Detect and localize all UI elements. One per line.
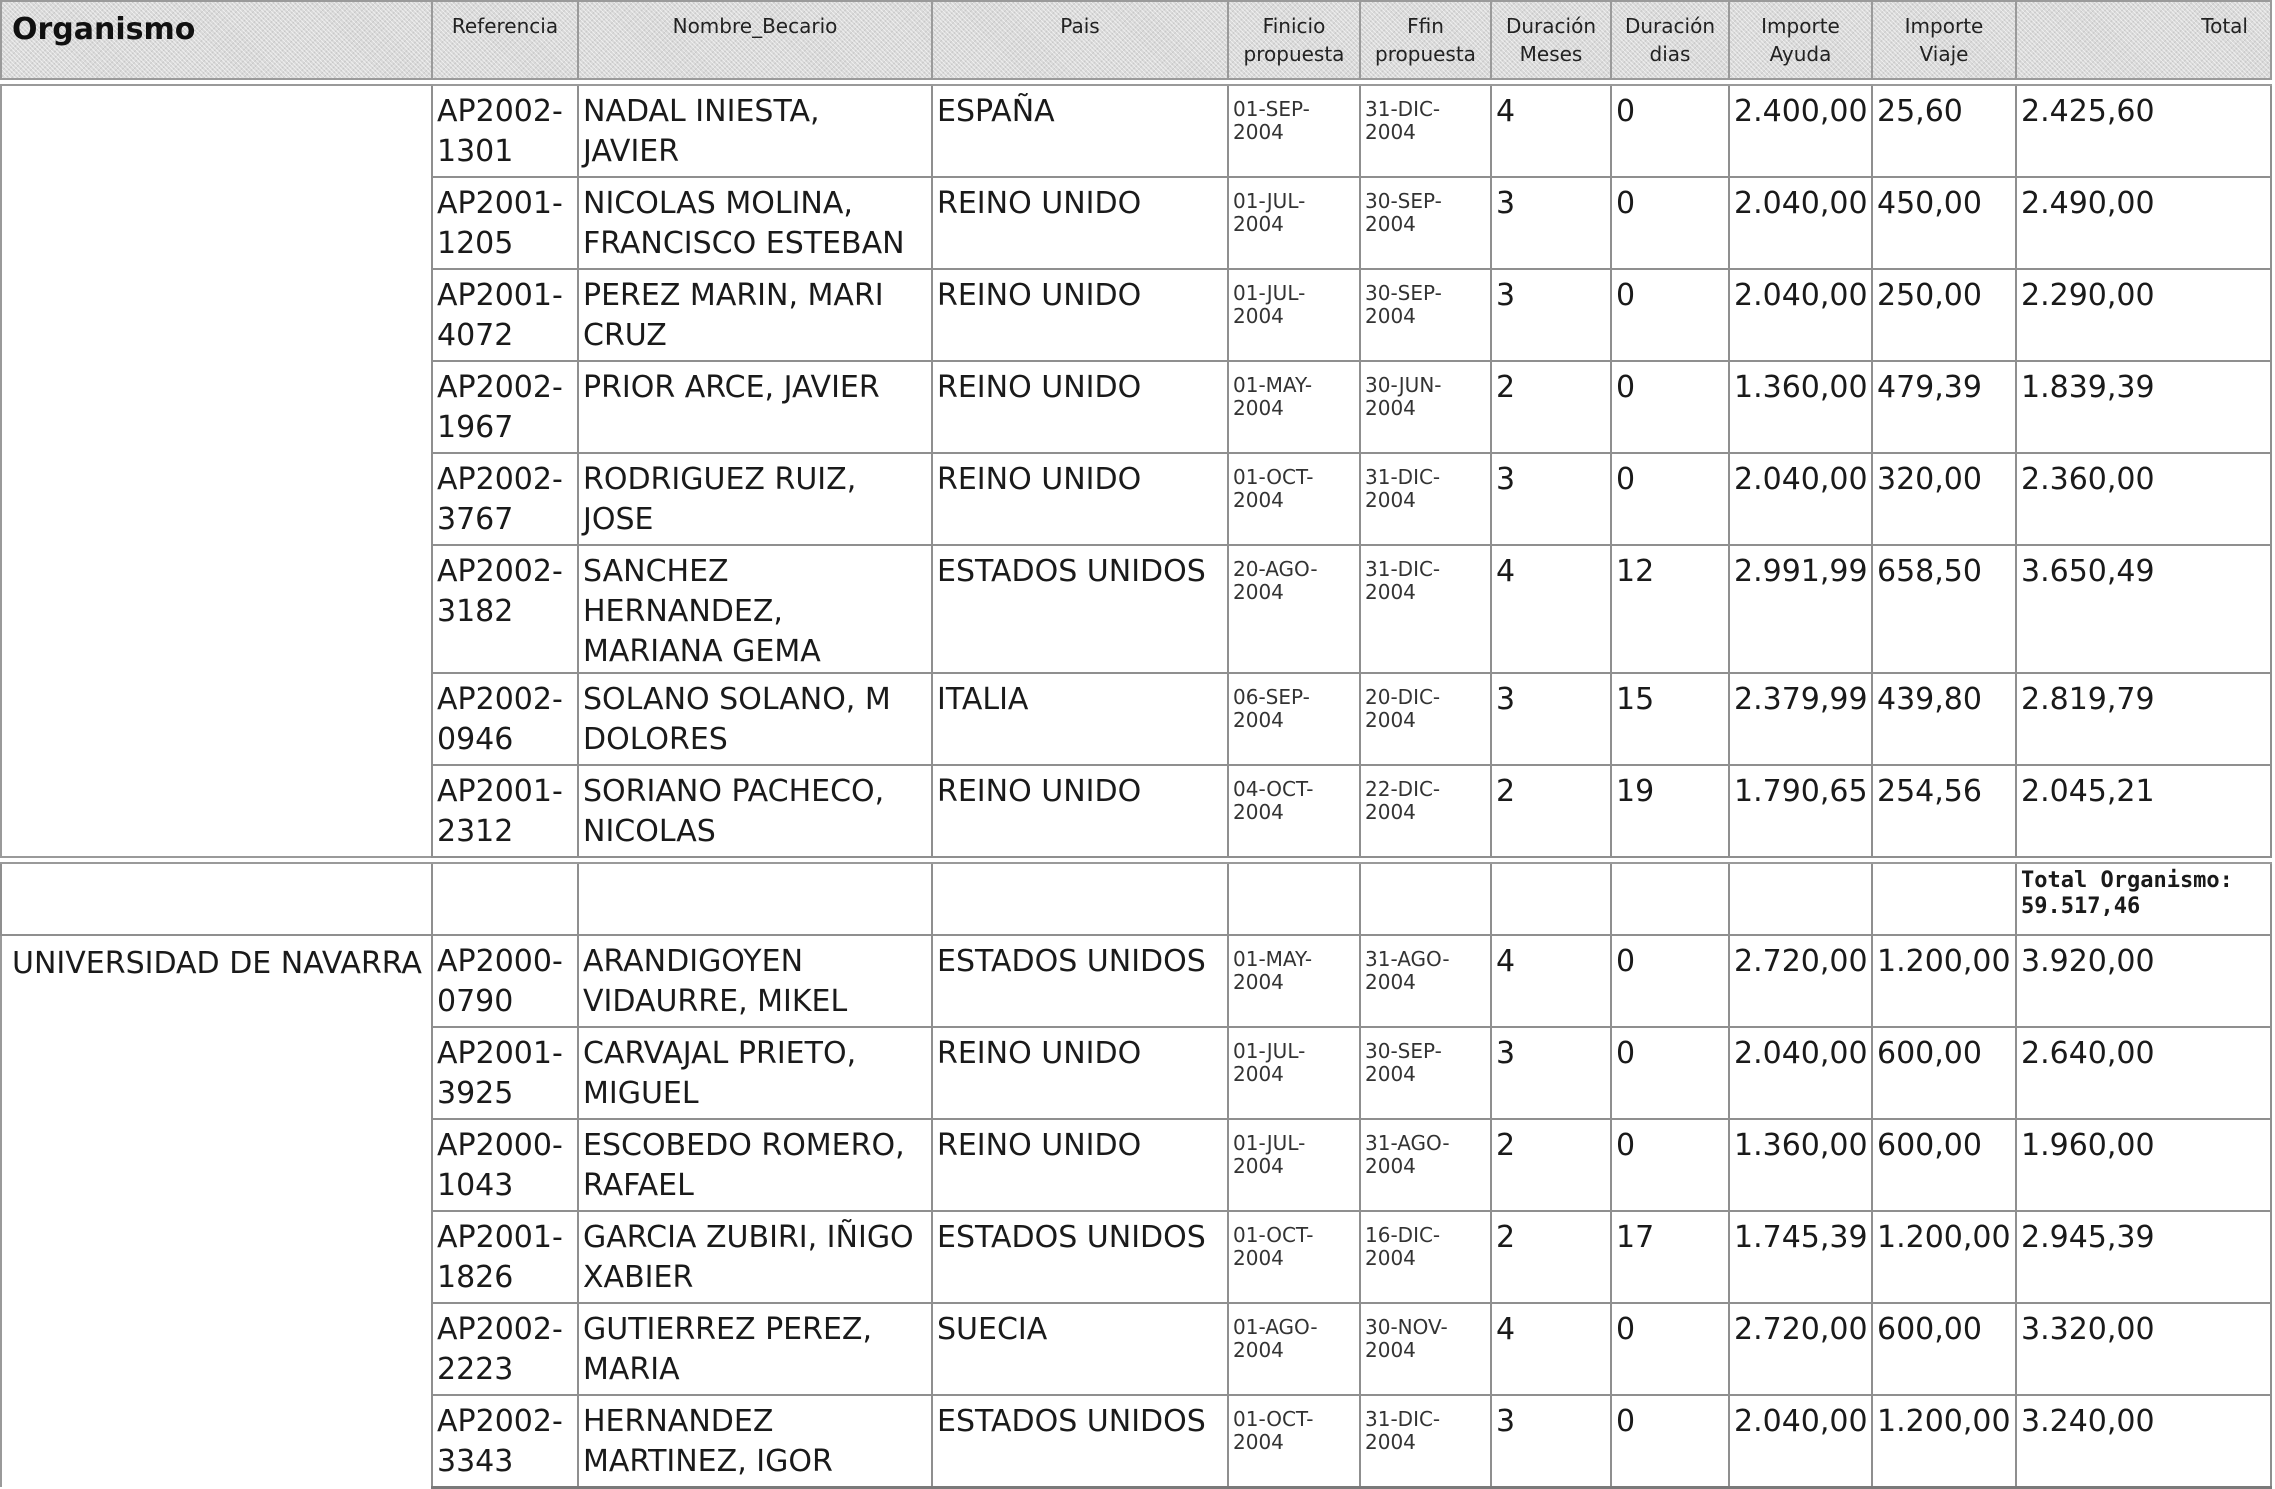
finicio-day-month: 04-OCT- xyxy=(1233,777,1314,801)
ffin-day-month: 20-DIC- xyxy=(1365,685,1441,709)
ffin-year: 2004 xyxy=(1365,488,1416,512)
pais-cell: SUECIA xyxy=(932,1303,1228,1395)
total-cell: 2.290,00 xyxy=(2016,269,2271,361)
importe-viaje-cell: 1.200,00 xyxy=(1872,1211,2016,1303)
referencia-prefix: AP2002- xyxy=(437,370,563,405)
finicio-day-month: 01-AGO- xyxy=(1233,1315,1318,1339)
finicio-cell xyxy=(1228,1211,1360,1303)
ffin-day-month: 31-DIC- xyxy=(1365,97,1441,121)
total-organismo-cell xyxy=(2016,863,2271,935)
duracion-dias-cell: 0 xyxy=(1611,1027,1729,1119)
nombre-line1: NADAL INIESTA, xyxy=(583,94,820,129)
duracion-meses-cell: 3 xyxy=(1491,673,1611,765)
total-cell: 2.360,00 xyxy=(2016,453,2271,545)
duracion-meses-cell: 3 xyxy=(1491,1395,1611,1487)
pais-cell: ITALIA xyxy=(932,673,1228,765)
referencia-cell xyxy=(432,1119,578,1211)
header-pais[interactable]: Pais xyxy=(932,1,1228,79)
referencia-cell xyxy=(432,1211,578,1303)
nombre-cell xyxy=(578,1027,932,1119)
referencia-number: 1301 xyxy=(437,134,514,169)
referencia-number: 3767 xyxy=(437,502,514,537)
finicio-day-month: 01-MAY- xyxy=(1233,373,1313,397)
referencia-cell xyxy=(432,361,578,453)
header-viaje-line2: Viaje xyxy=(1919,42,1969,66)
ffin-cell xyxy=(1360,361,1491,453)
finicio-year: 2004 xyxy=(1233,1062,1284,1086)
nombre-line2: VIDAURRE, MIKEL xyxy=(583,984,848,1019)
finicio-cell xyxy=(1228,1395,1360,1487)
empty-cell xyxy=(1872,863,2016,935)
duracion-dias-cell: 0 xyxy=(1611,361,1729,453)
finicio-day-month: 20-AGO- xyxy=(1233,557,1318,581)
importe-viaje-cell: 1.200,00 xyxy=(1872,935,2016,1027)
finicio-cell xyxy=(1228,453,1360,545)
finicio-year: 2004 xyxy=(1233,1246,1284,1270)
importe-ayuda-cell: 2.040,00 xyxy=(1729,453,1872,545)
header-importe-viaje[interactable] xyxy=(1872,1,2016,79)
importe-ayuda-cell: 1.360,00 xyxy=(1729,1119,1872,1211)
total-cell: 2.819,79 xyxy=(2016,673,2271,765)
duracion-meses-cell: 3 xyxy=(1491,1027,1611,1119)
importe-viaje-cell: 439,80 xyxy=(1872,673,2016,765)
nombre-cell xyxy=(578,935,932,1027)
duracion-meses-cell: 3 xyxy=(1491,453,1611,545)
header-total[interactable]: Total xyxy=(2016,1,2271,79)
finicio-cell xyxy=(1228,1027,1360,1119)
importe-viaje-cell: 600,00 xyxy=(1872,1119,2016,1211)
finicio-year: 2004 xyxy=(1233,580,1284,604)
importe-ayuda-cell: 2.040,00 xyxy=(1729,1027,1872,1119)
duracion-meses-cell: 2 xyxy=(1491,765,1611,857)
nombre-cell xyxy=(578,453,932,545)
total-cell: 1.960,00 xyxy=(2016,1119,2271,1211)
pais-cell: REINO UNIDO xyxy=(932,453,1228,545)
nombre-cell xyxy=(578,1395,932,1487)
importe-ayuda-cell: 1.790,65 xyxy=(1729,765,1872,857)
referencia-prefix: AP2002- xyxy=(437,1312,563,1347)
finicio-day-month: 01-JUL- xyxy=(1233,281,1306,305)
nombre-line1: SOLANO SOLANO, M xyxy=(583,682,891,717)
ffin-day-month: 31-AGO- xyxy=(1365,947,1450,971)
referencia-cell xyxy=(432,935,578,1027)
nombre-line2: MARTINEZ, IGOR xyxy=(583,1444,833,1479)
referencia-cell xyxy=(432,673,578,765)
total-cell: 2.640,00 xyxy=(2016,1027,2271,1119)
finicio-day-month: 01-JUL- xyxy=(1233,1131,1306,1155)
finicio-year: 2004 xyxy=(1233,120,1284,144)
pais-cell: REINO UNIDO xyxy=(932,1027,1228,1119)
ffin-year: 2004 xyxy=(1365,1246,1416,1270)
nombre-line1: PEREZ MARIN, MARI xyxy=(583,278,884,313)
duracion-dias-cell: 0 xyxy=(1611,1303,1729,1395)
nombre-cell xyxy=(578,1211,932,1303)
importe-viaje-cell: 250,00 xyxy=(1872,269,2016,361)
header-ayuda-line1: Importe xyxy=(1761,14,1840,38)
nombre-line2: MARIA xyxy=(583,1352,680,1387)
nombre-line2: NICOLAS xyxy=(583,814,716,849)
finicio-day-month: 01-MAY- xyxy=(1233,947,1313,971)
pais-cell: ESTADOS UNIDOS xyxy=(932,545,1228,673)
finicio-year: 2004 xyxy=(1233,304,1284,328)
total-cell: 3.920,00 xyxy=(2016,935,2271,1027)
ffin-cell xyxy=(1360,765,1491,857)
referencia-prefix: AP2002- xyxy=(437,94,563,129)
referencia-cell xyxy=(432,1303,578,1395)
nombre-line1: ESCOBEDO ROMERO, xyxy=(583,1128,905,1163)
header-importe-ayuda[interactable] xyxy=(1729,1,1872,79)
ffin-year: 2004 xyxy=(1365,120,1416,144)
header-row xyxy=(1,1,2271,79)
ffin-day-month: 31-AGO- xyxy=(1365,1131,1450,1155)
referencia-prefix: AP2002- xyxy=(437,682,563,717)
pais-cell: REINO UNIDO xyxy=(932,177,1228,269)
header-nombre-becario[interactable]: Nombre_Becario xyxy=(578,1,932,79)
total-cell: 3.320,00 xyxy=(2016,1303,2271,1395)
header-duracion-dias[interactable] xyxy=(1611,1,1729,79)
ffin-cell xyxy=(1360,545,1491,673)
referencia-number: 0946 xyxy=(437,722,514,757)
ffin-day-month: 30-SEP- xyxy=(1365,1039,1442,1063)
importe-ayuda-cell: 1.745,39 xyxy=(1729,1211,1872,1303)
importe-ayuda-cell: 2.040,00 xyxy=(1729,269,1872,361)
header-finicio-propuesta[interactable] xyxy=(1228,1,1360,79)
duracion-dias-cell: 17 xyxy=(1611,1211,1729,1303)
pais-cell: ESTADOS UNIDOS xyxy=(932,1211,1228,1303)
finicio-year: 2004 xyxy=(1233,970,1284,994)
importe-viaje-cell: 600,00 xyxy=(1872,1303,2016,1395)
nombre-cell xyxy=(578,673,932,765)
empty-cell xyxy=(1611,863,1729,935)
nombre-cell xyxy=(578,1119,932,1211)
referencia-number: 2223 xyxy=(437,1352,514,1387)
pais-cell: REINO UNIDO xyxy=(932,361,1228,453)
ffin-year: 2004 xyxy=(1365,1062,1416,1086)
ffin-cell xyxy=(1360,1027,1491,1119)
referencia-prefix: AP2002- xyxy=(437,554,563,589)
finicio-day-month: 01-JUL- xyxy=(1233,1039,1306,1063)
nombre-cell xyxy=(578,361,932,453)
total-organismo-value: 59.517,46 xyxy=(2021,894,2141,919)
nombre-cell xyxy=(578,1303,932,1395)
referencia-number: 3182 xyxy=(437,594,514,629)
nombre-line1: PRIOR ARCE, JAVIER xyxy=(583,370,880,405)
ffin-cell xyxy=(1360,453,1491,545)
header-meses-line2: Meses xyxy=(1519,42,1583,66)
finicio-cell xyxy=(1228,545,1360,673)
total-cell: 2.490,00 xyxy=(2016,177,2271,269)
nombre-line1: NICOLAS MOLINA, xyxy=(583,186,853,221)
referencia-cell xyxy=(432,765,578,857)
total-cell: 1.839,39 xyxy=(2016,361,2271,453)
nombre-line1: ARANDIGOYEN xyxy=(583,944,804,979)
finicio-day-month: 06-SEP- xyxy=(1233,685,1310,709)
ffin-cell xyxy=(1360,269,1491,361)
referencia-prefix: AP2001- xyxy=(437,186,563,221)
duracion-dias-cell: 0 xyxy=(1611,269,1729,361)
finicio-cell xyxy=(1228,1119,1360,1211)
nombre-line1: RODRIGUEZ RUIZ, xyxy=(583,462,857,497)
duracion-meses-cell: 4 xyxy=(1491,545,1611,673)
ffin-day-month: 30-NOV- xyxy=(1365,1315,1448,1339)
table-row[interactable] xyxy=(1,85,2271,177)
finicio-cell xyxy=(1228,673,1360,765)
importe-viaje-cell: 320,00 xyxy=(1872,453,2016,545)
nombre-line2: JAVIER xyxy=(583,134,680,169)
nombre-cell xyxy=(578,85,932,177)
header-finicio-line2: propuesta xyxy=(1243,42,1345,66)
pais-cell: ESTADOS UNIDOS xyxy=(932,935,1228,1027)
empty-cell xyxy=(1491,863,1611,935)
finicio-year: 2004 xyxy=(1233,212,1284,236)
empty-cell xyxy=(578,863,932,935)
referencia-number: 1967 xyxy=(437,410,514,445)
finicio-day-month: 01-SEP- xyxy=(1233,97,1310,121)
ffin-year: 2004 xyxy=(1365,1430,1416,1454)
finicio-year: 2004 xyxy=(1233,800,1284,824)
total-cell: 2.425,60 xyxy=(2016,85,2271,177)
referencia-prefix: AP2001- xyxy=(437,774,563,809)
ffin-year: 2004 xyxy=(1365,212,1416,236)
importe-viaje-cell: 254,56 xyxy=(1872,765,2016,857)
ffin-day-month: 22-DIC- xyxy=(1365,777,1441,801)
finicio-year: 2004 xyxy=(1233,396,1284,420)
referencia-number: 4072 xyxy=(437,318,514,353)
duracion-dias-cell: 0 xyxy=(1611,85,1729,177)
pais-cell: REINO UNIDO xyxy=(932,269,1228,361)
referencia-cell xyxy=(432,177,578,269)
header-viaje-line1: Importe xyxy=(1904,14,1984,38)
ffin-cell xyxy=(1360,1119,1491,1211)
referencia-number: 1205 xyxy=(437,226,514,261)
ffin-cell xyxy=(1360,1211,1491,1303)
finicio-year: 2004 xyxy=(1233,1430,1284,1454)
importe-ayuda-cell: 2.720,00 xyxy=(1729,935,1872,1027)
header-ayuda-line2: Ayuda xyxy=(1769,42,1832,66)
ffin-cell xyxy=(1360,673,1491,765)
ffin-cell xyxy=(1360,85,1491,177)
ffin-day-month: 30-SEP- xyxy=(1365,189,1442,213)
table-body xyxy=(1,79,2271,1487)
referencia-cell xyxy=(432,1395,578,1487)
empty-cell xyxy=(932,863,1228,935)
finicio-cell xyxy=(1228,269,1360,361)
nombre-line1: HERNANDEZ xyxy=(583,1404,774,1439)
header-organismo[interactable]: Organismo xyxy=(1,1,432,79)
table-row[interactable] xyxy=(1,935,2271,1027)
importe-viaje-cell: 479,39 xyxy=(1872,361,2016,453)
referencia-prefix: AP2002- xyxy=(437,462,563,497)
referencia-cell xyxy=(432,269,578,361)
finicio-cell xyxy=(1228,361,1360,453)
nombre-line1: SANCHEZ HERNANDEZ, xyxy=(583,554,783,629)
nombre-line1: SORIANO PACHECO, xyxy=(583,774,885,809)
empty-cell xyxy=(1,863,432,935)
pais-cell: ESPAÑA xyxy=(932,85,1228,177)
duracion-meses-cell: 4 xyxy=(1491,1303,1611,1395)
importe-viaje-cell: 658,50 xyxy=(1872,545,2016,673)
nombre-line2: FRANCISCO ESTEBAN xyxy=(583,226,905,261)
importe-ayuda-cell: 2.040,00 xyxy=(1729,1395,1872,1487)
nombre-line2: RAFAEL xyxy=(583,1168,694,1203)
importe-viaje-cell: 600,00 xyxy=(1872,1027,2016,1119)
empty-cell xyxy=(1729,863,1872,935)
header-dias-line1: Duración xyxy=(1624,14,1716,38)
organismo-cell xyxy=(1,85,432,857)
duracion-dias-cell: 0 xyxy=(1611,453,1729,545)
empty-cell xyxy=(1228,863,1360,935)
total-cell: 2.045,21 xyxy=(2016,765,2271,857)
referencia-prefix: AP2001- xyxy=(437,1036,563,1071)
referencia-prefix: AP2001- xyxy=(437,278,563,313)
ffin-year: 2004 xyxy=(1365,1154,1416,1178)
ffin-year: 2004 xyxy=(1365,304,1416,328)
organismo-cell: UNIVERSIDAD DE NAVARRA xyxy=(1,935,432,1487)
ffin-year: 2004 xyxy=(1365,970,1416,994)
ffin-cell xyxy=(1360,935,1491,1027)
referencia-cell xyxy=(432,545,578,673)
finicio-year: 2004 xyxy=(1233,708,1284,732)
header-referencia[interactable]: Referencia xyxy=(432,1,578,79)
referencia-number: 3925 xyxy=(437,1076,514,1111)
ffin-day-month: 30-JUN- xyxy=(1365,373,1442,397)
finicio-cell xyxy=(1228,85,1360,177)
duracion-meses-cell: 4 xyxy=(1491,935,1611,1027)
duracion-meses-cell: 3 xyxy=(1491,177,1611,269)
nombre-cell xyxy=(578,545,932,673)
nombre-cell xyxy=(578,269,932,361)
duracion-dias-cell: 12 xyxy=(1611,545,1729,673)
header-meses-line1: Duración xyxy=(1505,14,1597,38)
finicio-cell xyxy=(1228,1303,1360,1395)
referencia-prefix: AP2002- xyxy=(437,1404,563,1439)
importe-viaje-cell: 450,00 xyxy=(1872,177,2016,269)
nombre-line1: CARVAJAL PRIETO, xyxy=(583,1036,857,1071)
ffin-year: 2004 xyxy=(1365,580,1416,604)
header-ffin-line1: Ffin xyxy=(1407,14,1444,38)
pais-cell: REINO UNIDO xyxy=(932,765,1228,857)
nombre-line2: XABIER xyxy=(583,1260,694,1295)
duracion-dias-cell: 0 xyxy=(1611,177,1729,269)
ffin-day-month: 31-DIC- xyxy=(1365,557,1441,581)
referencia-number: 0790 xyxy=(437,984,514,1019)
finicio-cell xyxy=(1228,765,1360,857)
finicio-day-month: 01-JUL- xyxy=(1233,189,1306,213)
finicio-cell xyxy=(1228,935,1360,1027)
duracion-dias-cell: 0 xyxy=(1611,1395,1729,1487)
referencia-prefix: AP2000- xyxy=(437,1128,563,1163)
finicio-year: 2004 xyxy=(1233,1338,1284,1362)
importe-ayuda-cell: 2.720,00 xyxy=(1729,1303,1872,1395)
ffin-day-month: 30-SEP- xyxy=(1365,281,1442,305)
finicio-year: 2004 xyxy=(1233,1154,1284,1178)
subtotal-row xyxy=(1,863,2271,935)
referencia-number: 2312 xyxy=(437,814,514,849)
total-organismo-label: Total Organismo: xyxy=(2021,868,2233,893)
pais-cell: REINO UNIDO xyxy=(932,1119,1228,1211)
referencia-number: 1826 xyxy=(437,1260,514,1295)
ffin-day-month: 31-DIC- xyxy=(1365,465,1441,489)
referencia-cell xyxy=(432,453,578,545)
nombre-line2: MARIANA GEMA xyxy=(583,634,821,669)
nombre-line2: CRUZ xyxy=(583,318,667,353)
table-header xyxy=(1,1,2271,79)
duracion-meses-cell: 3 xyxy=(1491,269,1611,361)
ffin-cell xyxy=(1360,1303,1491,1395)
duracion-dias-cell: 15 xyxy=(1611,673,1729,765)
importe-viaje-cell: 1.200,00 xyxy=(1872,1395,2016,1487)
importe-ayuda-cell: 1.360,00 xyxy=(1729,361,1872,453)
referencia-cell xyxy=(432,85,578,177)
finicio-day-month: 01-OCT- xyxy=(1233,465,1314,489)
ffin-cell xyxy=(1360,1395,1491,1487)
referencia-number: 1043 xyxy=(437,1168,514,1203)
ffin-year: 2004 xyxy=(1365,708,1416,732)
duracion-dias-cell: 0 xyxy=(1611,935,1729,1027)
duracion-meses-cell: 4 xyxy=(1491,85,1611,177)
importe-ayuda-cell: 2.379,99 xyxy=(1729,673,1872,765)
referencia-prefix: AP2000- xyxy=(437,944,563,979)
referencia-number: 3343 xyxy=(437,1444,514,1479)
nombre-line2: JOSE xyxy=(583,502,654,537)
nombre-line1: GARCIA ZUBIRI, IÑIGO xyxy=(583,1220,914,1255)
ffin-day-month: 16-DIC- xyxy=(1365,1223,1441,1247)
duracion-meses-cell: 2 xyxy=(1491,1119,1611,1211)
ffin-year: 2004 xyxy=(1365,800,1416,824)
finicio-day-month: 01-OCT- xyxy=(1233,1223,1314,1247)
header-duracion-meses[interactable] xyxy=(1491,1,1611,79)
nombre-line2: MIGUEL xyxy=(583,1076,699,1111)
duracion-dias-cell: 0 xyxy=(1611,1119,1729,1211)
nombre-cell xyxy=(578,765,932,857)
header-ffin-line2: propuesta xyxy=(1375,42,1476,66)
empty-cell xyxy=(1360,863,1491,935)
pais-cell: ESTADOS UNIDOS xyxy=(932,1395,1228,1487)
importe-ayuda-cell: 2.400,00 xyxy=(1729,85,1872,177)
nombre-cell xyxy=(578,177,932,269)
header-finicio-line1: Finicio xyxy=(1262,14,1326,38)
total-cell: 3.650,49 xyxy=(2016,545,2271,673)
finicio-year: 2004 xyxy=(1233,488,1284,512)
importe-viaje-cell: 25,60 xyxy=(1872,85,2016,177)
ffin-year: 2004 xyxy=(1365,396,1416,420)
header-ffin-propuesta[interactable] xyxy=(1360,1,1491,79)
nombre-line2: DOLORES xyxy=(583,722,728,757)
total-cell: 2.945,39 xyxy=(2016,1211,2271,1303)
duracion-meses-cell: 2 xyxy=(1491,361,1611,453)
duracion-dias-cell: 19 xyxy=(1611,765,1729,857)
ffin-day-month: 31-DIC- xyxy=(1365,1407,1441,1431)
empty-cell xyxy=(432,863,578,935)
finicio-day-month: 01-OCT- xyxy=(1233,1407,1314,1431)
importe-ayuda-cell: 2.991,99 xyxy=(1729,545,1872,673)
referencia-cell xyxy=(432,1027,578,1119)
total-cell: 3.240,00 xyxy=(2016,1395,2271,1487)
nombre-line1: GUTIERREZ PEREZ, xyxy=(583,1312,872,1347)
finicio-cell xyxy=(1228,177,1360,269)
importe-ayuda-cell: 2.040,00 xyxy=(1729,177,1872,269)
duracion-meses-cell: 2 xyxy=(1491,1211,1611,1303)
header-dias-line2: dias xyxy=(1649,42,1691,66)
ffin-year: 2004 xyxy=(1365,1338,1416,1362)
ffin-cell xyxy=(1360,177,1491,269)
referencia-prefix: AP2001- xyxy=(437,1220,563,1255)
